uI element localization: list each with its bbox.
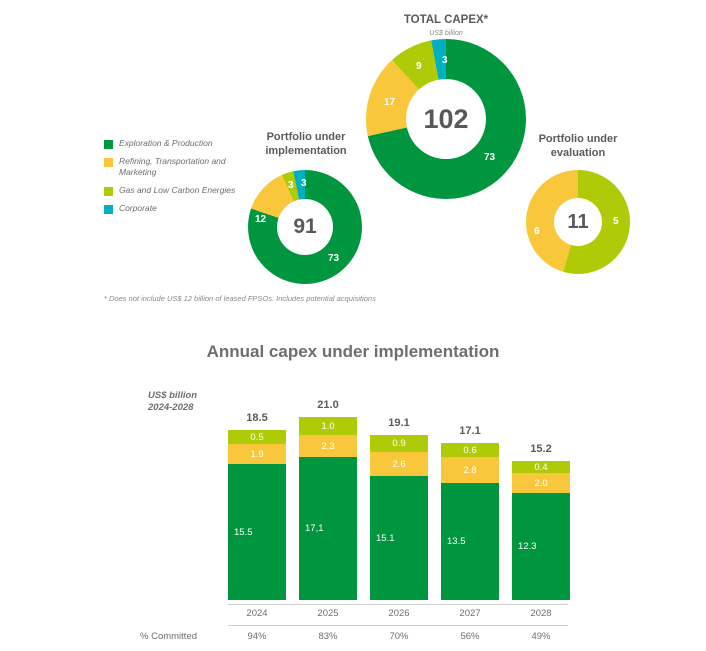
portfolio-implementation-title: Portfolio under implementation: [265, 131, 347, 157]
legend-swatch-exploration-production: [104, 140, 113, 149]
portfolio-implementation-slice-label-exploration: 73: [328, 253, 340, 264]
year-label-2027: 2027: [459, 608, 481, 619]
committed-value-2024: 94%: [247, 631, 267, 642]
bar-segment-2026-exploration: 15.1: [370, 476, 428, 600]
bar-segment-2025-gas: 1.0: [299, 417, 357, 435]
bar-chart-plot: [228, 399, 568, 600]
bar-chart-axis-unit: US$ billion: [148, 390, 198, 401]
bar-total-2028: 15.2: [530, 443, 552, 455]
total-capex-donut-hole: [406, 79, 486, 159]
committed-value-2027: 56%: [460, 631, 480, 642]
bar-total-2025: 21.0: [317, 399, 339, 411]
year-label-2026: 2026: [388, 608, 410, 619]
legend-item-exploration-production: [104, 138, 254, 149]
legend-swatch-gas-low-carbon-energies: [104, 187, 113, 196]
total-capex-slice-label-gas: 9: [416, 61, 422, 72]
committed-row-label: % Committed: [140, 631, 198, 642]
committed-value-2028: 49%: [531, 631, 551, 642]
portfolio-evaluation-donut-ring: [526, 170, 630, 274]
portfolio-evaluation-title: Portfolio under evaluation: [538, 133, 618, 159]
total-capex-center-value: 102: [423, 103, 469, 134]
bar-chart-axis-note: [148, 390, 197, 414]
bar-chart-year-axis: [228, 604, 568, 626]
footnote: * Does not include US$ 12 billion of leased FPSOs. Includes potential acquisitions: [104, 294, 376, 303]
bar-segment-2028-refining: 2.0: [512, 473, 570, 493]
portfolio-implementation-donut-hole: [277, 199, 333, 255]
bar-segment-2028-gas: 0.4: [512, 461, 570, 473]
bar-segment-2024-refining: 1.9: [228, 444, 286, 464]
portfolio-evaluation-donut: [526, 170, 630, 274]
legend-label-gas-low-carbon-energies: Gas and Low Carbon Energies: [119, 185, 236, 195]
bar-segment-2026-refining: 2.6: [370, 452, 428, 476]
total-capex-subtitle: US$ billion: [429, 30, 463, 37]
bar-segment-2028-exploration: 12.3: [512, 493, 570, 600]
bar-total-2026: 19.1: [388, 417, 410, 429]
portfolio-implementation-slice-label-corporate: 3: [301, 178, 307, 189]
portfolio-implementation-donut-ring: [248, 170, 362, 284]
bar-chart-title: Annual capex under implementation: [206, 342, 500, 361]
year-label-2025: 2025: [317, 608, 339, 619]
bar-chart-axis-period: 2024-2028: [148, 402, 194, 413]
bar-segment-2027-exploration: 13.5: [441, 483, 499, 600]
bar-total-2027: 17.1: [459, 425, 481, 437]
legend-label-exploration-production: Exploration & Production: [119, 138, 213, 148]
legend-item-gas-low-carbon-energies: [104, 185, 254, 196]
committed-row: [228, 631, 568, 645]
bar-segment-2024-exploration: 15.5: [228, 464, 286, 600]
total-capex-slice-label-refining: 17: [384, 97, 396, 108]
total-capex-donut-ring: [366, 39, 526, 199]
portfolio-evaluation-donut-hole: [554, 198, 602, 246]
legend: [104, 138, 254, 221]
portfolio-implementation-donut: [248, 170, 362, 284]
portfolio-implementation-slice-label-refining: 12: [255, 214, 267, 225]
legend-swatch-corporate: [104, 205, 113, 214]
bar-segment-2024-gas: 0.5: [228, 430, 286, 444]
bar-segment-2027-gas: 0.6: [441, 443, 499, 457]
portfolio-evaluation-slice-label-gas: 6: [534, 226, 540, 237]
bar-segment-2027-refining: 2.8: [441, 457, 499, 483]
legend-label-corporate: Corporate: [119, 203, 157, 213]
legend-label-refining-transportation-marketing: Refining, Transportation and Marketing: [119, 156, 226, 177]
year-label-2028: 2028: [530, 608, 552, 619]
portfolio-implementation-slice-label-gas: 3: [288, 180, 294, 191]
portfolio-evaluation-center-value: 11: [567, 210, 589, 233]
committed-value-2025: 83%: [318, 631, 338, 642]
legend-swatch-refining-transportation-marketing: [104, 158, 113, 167]
portfolio-evaluation-slice-label-refining: 5: [613, 216, 619, 227]
year-label-2024: 2024: [246, 608, 268, 619]
bar-total-2024: 18.5: [246, 412, 268, 424]
total-capex-slice-label-exploration: 73: [484, 152, 496, 163]
bar-segment-2026-gas: 0.9: [370, 435, 428, 452]
portfolio-implementation-center-value: 91: [293, 215, 317, 238]
total-capex-title: TOTAL CAPEX*: [403, 14, 489, 26]
total-capex-donut: [366, 39, 526, 199]
committed-value-2026: 70%: [389, 631, 409, 642]
bar-segment-2025-refining: 2.3: [299, 435, 357, 457]
total-capex-slice-label-corporate: 3: [442, 55, 448, 66]
bar-segment-2025-exploration: 17,1: [299, 457, 357, 600]
legend-item-refining-transportation-marketing: [104, 156, 254, 178]
legend-item-corporate: [104, 203, 254, 214]
